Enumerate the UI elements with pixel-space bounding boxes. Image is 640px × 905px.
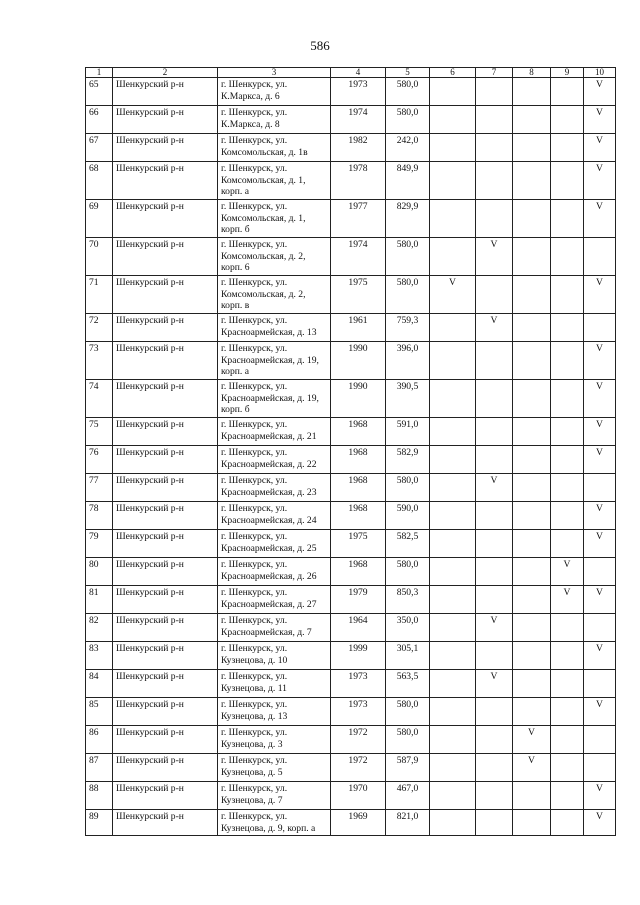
- column-number-row: [86, 68, 616, 78]
- mark-cell-6: [430, 614, 476, 642]
- district-cell: Шенкурский р-н: [113, 698, 218, 726]
- column-header: 4: [331, 68, 386, 78]
- mark-cell-6: [430, 446, 476, 474]
- mark-cell-9: [551, 162, 584, 200]
- district-cell: Шенкурский р-н: [113, 238, 218, 276]
- mark-cell-9: [551, 698, 584, 726]
- area-cell: 829,9: [386, 200, 430, 238]
- area-cell: 821,0: [386, 810, 430, 836]
- mark-cell-9: [551, 342, 584, 380]
- year-built-cell: 1968: [331, 418, 386, 446]
- column-header: 10: [584, 68, 616, 78]
- mark-cell-10: V: [584, 586, 616, 614]
- table-row: [86, 754, 616, 782]
- year-built-cell: 1970: [331, 782, 386, 810]
- mark-cell-6: [430, 782, 476, 810]
- row-number-cell: 78: [86, 502, 113, 530]
- mark-cell-10: V: [584, 502, 616, 530]
- year-built-cell: 1972: [331, 726, 386, 754]
- address-cell: г. Шенкурск, ул. Красноармейская, д. 25: [218, 530, 331, 558]
- mark-cell-8: [513, 614, 551, 642]
- mark-cell-9: [551, 502, 584, 530]
- district-cell: Шенкурский р-н: [113, 78, 218, 106]
- year-built-cell: 1982: [331, 134, 386, 162]
- mark-cell-7: [476, 530, 513, 558]
- mark-cell-9: [551, 276, 584, 314]
- mark-cell-7: V: [476, 614, 513, 642]
- table-body: [86, 78, 616, 836]
- address-cell: г. Шенкурск, ул. Кузнецова, д. 9, корп. а: [218, 810, 331, 836]
- district-cell: Шенкурский р-н: [113, 162, 218, 200]
- mark-cell-6: [430, 726, 476, 754]
- row-number-cell: 74: [86, 380, 113, 418]
- mark-cell-9: [551, 238, 584, 276]
- mark-cell-9: [551, 134, 584, 162]
- address-cell: г. Шенкурск, ул. Красноармейская, д. 22: [218, 446, 331, 474]
- district-cell: Шенкурский р-н: [113, 418, 218, 446]
- mark-cell-6: [430, 698, 476, 726]
- mark-cell-7: [476, 380, 513, 418]
- mark-cell-7: V: [476, 670, 513, 698]
- mark-cell-10: V: [584, 276, 616, 314]
- mark-cell-8: V: [513, 726, 551, 754]
- mark-cell-10: [584, 614, 616, 642]
- district-cell: Шенкурский р-н: [113, 474, 218, 502]
- mark-cell-8: [513, 502, 551, 530]
- year-built-cell: 1974: [331, 106, 386, 134]
- address-cell: г. Шенкурск, ул. Кузнецова, д. 13: [218, 698, 331, 726]
- address-cell: г. Шенкурск, ул. К.Маркса, д. 8: [218, 106, 331, 134]
- year-built-cell: 1964: [331, 614, 386, 642]
- row-number-cell: 80: [86, 558, 113, 586]
- mark-cell-6: [430, 530, 476, 558]
- table-row: [86, 106, 616, 134]
- year-built-cell: 1969: [331, 810, 386, 836]
- mark-cell-7: [476, 754, 513, 782]
- year-built-cell: 1978: [331, 162, 386, 200]
- year-built-cell: 1977: [331, 200, 386, 238]
- district-cell: Шенкурский р-н: [113, 106, 218, 134]
- mark-cell-9: [551, 106, 584, 134]
- area-cell: 587,9: [386, 754, 430, 782]
- mark-cell-6: [430, 418, 476, 446]
- mark-cell-10: [584, 314, 616, 342]
- area-cell: 467,0: [386, 782, 430, 810]
- mark-cell-9: V: [551, 586, 584, 614]
- area-cell: 390,5: [386, 380, 430, 418]
- district-cell: Шенкурский р-н: [113, 314, 218, 342]
- mark-cell-6: [430, 342, 476, 380]
- address-cell: г. Шенкурск, ул. Красноармейская, д. 21: [218, 418, 331, 446]
- column-header: 6: [430, 68, 476, 78]
- year-built-cell: 1999: [331, 642, 386, 670]
- mark-cell-8: [513, 418, 551, 446]
- district-cell: Шенкурский р-н: [113, 810, 218, 836]
- address-cell: г. Шенкурск, ул. Кузнецова, д. 10: [218, 642, 331, 670]
- mark-cell-7: [476, 418, 513, 446]
- mark-cell-7: [476, 276, 513, 314]
- district-cell: Шенкурский р-н: [113, 342, 218, 380]
- mark-cell-8: [513, 530, 551, 558]
- address-cell: г. Шенкурск, ул. Кузнецова, д. 3: [218, 726, 331, 754]
- district-cell: Шенкурский р-н: [113, 586, 218, 614]
- district-cell: Шенкурский р-н: [113, 754, 218, 782]
- table-row: [86, 670, 616, 698]
- mark-cell-6: [430, 558, 476, 586]
- address-cell: г. Шенкурск, ул. Красноармейская, д. 24: [218, 502, 331, 530]
- mark-cell-10: [584, 754, 616, 782]
- year-built-cell: 1974: [331, 238, 386, 276]
- row-number-cell: 85: [86, 698, 113, 726]
- mark-cell-9: [551, 78, 584, 106]
- table-row: [86, 614, 616, 642]
- area-cell: 580,0: [386, 106, 430, 134]
- table-row: [86, 586, 616, 614]
- address-cell: г. Шенкурск, ул. Комсомольская, д. 1, корп. б: [218, 200, 331, 238]
- mark-cell-7: [476, 446, 513, 474]
- mark-cell-9: [551, 670, 584, 698]
- area-cell: 582,9: [386, 446, 430, 474]
- table-row: [86, 78, 616, 106]
- mark-cell-8: [513, 446, 551, 474]
- mark-cell-6: V: [430, 276, 476, 314]
- mark-cell-8: [513, 670, 551, 698]
- mark-cell-8: [513, 78, 551, 106]
- mark-cell-7: [476, 698, 513, 726]
- district-cell: Шенкурский р-н: [113, 530, 218, 558]
- area-cell: 580,0: [386, 726, 430, 754]
- mark-cell-9: [551, 418, 584, 446]
- table-row: [86, 446, 616, 474]
- mark-cell-9: [551, 726, 584, 754]
- mark-cell-6: [430, 134, 476, 162]
- district-cell: Шенкурский р-н: [113, 726, 218, 754]
- mark-cell-7: [476, 78, 513, 106]
- page-number: 586: [310, 38, 330, 53]
- row-number-cell: 88: [86, 782, 113, 810]
- district-cell: Шенкурский р-н: [113, 446, 218, 474]
- area-cell: 590,0: [386, 502, 430, 530]
- table-row: [86, 474, 616, 502]
- mark-cell-6: [430, 670, 476, 698]
- mark-cell-7: [476, 342, 513, 380]
- table-row: [86, 162, 616, 200]
- mark-cell-7: [476, 782, 513, 810]
- mark-cell-7: [476, 558, 513, 586]
- row-number-cell: 79: [86, 530, 113, 558]
- year-built-cell: 1975: [331, 276, 386, 314]
- district-cell: Шенкурский р-н: [113, 380, 218, 418]
- mark-cell-9: [551, 614, 584, 642]
- table-row: [86, 530, 616, 558]
- area-cell: 580,0: [386, 474, 430, 502]
- district-cell: Шенкурский р-н: [113, 642, 218, 670]
- mark-cell-7: [476, 134, 513, 162]
- mark-cell-8: [513, 782, 551, 810]
- table-row: [86, 380, 616, 418]
- mark-cell-10: [584, 670, 616, 698]
- row-number-cell: 84: [86, 670, 113, 698]
- mark-cell-6: [430, 502, 476, 530]
- district-cell: Шенкурский р-н: [113, 558, 218, 586]
- mark-cell-10: [584, 238, 616, 276]
- row-number-cell: 66: [86, 106, 113, 134]
- mark-cell-9: [551, 810, 584, 836]
- year-built-cell: 1975: [331, 530, 386, 558]
- mark-cell-7: V: [476, 474, 513, 502]
- area-cell: 759,3: [386, 314, 430, 342]
- mark-cell-10: V: [584, 446, 616, 474]
- mark-cell-8: [513, 276, 551, 314]
- address-cell: г. Шенкурск, ул. Красноармейская, д. 26: [218, 558, 331, 586]
- mark-cell-10: V: [584, 642, 616, 670]
- year-built-cell: 1968: [331, 502, 386, 530]
- mark-cell-6: [430, 238, 476, 276]
- year-built-cell: 1973: [331, 698, 386, 726]
- column-header: 8: [513, 68, 551, 78]
- year-built-cell: 1973: [331, 670, 386, 698]
- district-cell: Шенкурский р-н: [113, 200, 218, 238]
- table-row: [86, 200, 616, 238]
- column-header: 9: [551, 68, 584, 78]
- area-cell: 582,5: [386, 530, 430, 558]
- address-cell: г. Шенкурск, ул. Кузнецова, д. 7: [218, 782, 331, 810]
- table-row: [86, 698, 616, 726]
- column-header: 5: [386, 68, 430, 78]
- table-row: [86, 642, 616, 670]
- mark-cell-7: V: [476, 314, 513, 342]
- mark-cell-9: [551, 642, 584, 670]
- district-cell: Шенкурский р-н: [113, 670, 218, 698]
- table-row: [86, 238, 616, 276]
- mark-cell-9: [551, 380, 584, 418]
- address-cell: г. Шенкурск, ул. Красноармейская, д. 7: [218, 614, 331, 642]
- district-cell: Шенкурский р-н: [113, 782, 218, 810]
- mark-cell-7: [476, 200, 513, 238]
- area-cell: 305,1: [386, 642, 430, 670]
- row-number-cell: 76: [86, 446, 113, 474]
- address-cell: г. Шенкурск, ул. Кузнецова, д. 5: [218, 754, 331, 782]
- address-cell: г. Шенкурск, ул. Комсомольская, д. 1в: [218, 134, 331, 162]
- mark-cell-6: [430, 314, 476, 342]
- year-built-cell: 1979: [331, 586, 386, 614]
- district-cell: Шенкурский р-н: [113, 614, 218, 642]
- row-number-cell: 65: [86, 78, 113, 106]
- address-cell: г. Шенкурск, ул. Красноармейская, д. 19, корп. а: [218, 342, 331, 380]
- mark-cell-9: [551, 754, 584, 782]
- mark-cell-10: V: [584, 342, 616, 380]
- table-row: [86, 726, 616, 754]
- mark-cell-7: [476, 162, 513, 200]
- address-cell: г. Шенкурск, ул. Красноармейская, д. 27: [218, 586, 331, 614]
- address-cell: г. Шенкурск, ул. Кузнецова, д. 11: [218, 670, 331, 698]
- mark-cell-10: V: [584, 200, 616, 238]
- area-cell: 350,0: [386, 614, 430, 642]
- mark-cell-10: V: [584, 530, 616, 558]
- mark-cell-8: [513, 810, 551, 836]
- mark-cell-6: [430, 200, 476, 238]
- mark-cell-8: [513, 698, 551, 726]
- row-number-cell: 72: [86, 314, 113, 342]
- mark-cell-6: [430, 810, 476, 836]
- area-cell: 580,0: [386, 558, 430, 586]
- mark-cell-7: [476, 726, 513, 754]
- area-cell: 580,0: [386, 78, 430, 106]
- mark-cell-7: [476, 642, 513, 670]
- mark-cell-10: [584, 474, 616, 502]
- row-number-cell: 77: [86, 474, 113, 502]
- row-number-cell: 83: [86, 642, 113, 670]
- mark-cell-8: [513, 558, 551, 586]
- mark-cell-8: [513, 586, 551, 614]
- year-built-cell: 1972: [331, 754, 386, 782]
- row-number-cell: 75: [86, 418, 113, 446]
- mark-cell-6: [430, 106, 476, 134]
- row-number-cell: 87: [86, 754, 113, 782]
- address-cell: г. Шенкурск, ул. Красноармейская, д. 19, корп. б: [218, 380, 331, 418]
- column-header: 3: [218, 68, 331, 78]
- mark-cell-8: [513, 642, 551, 670]
- mark-cell-10: V: [584, 134, 616, 162]
- mark-cell-10: V: [584, 106, 616, 134]
- row-number-cell: 86: [86, 726, 113, 754]
- area-cell: 591,0: [386, 418, 430, 446]
- row-number-cell: 73: [86, 342, 113, 380]
- year-built-cell: 1973: [331, 78, 386, 106]
- address-cell: г. Шенкурск, ул. К.Маркса, д. 6: [218, 78, 331, 106]
- table-row: [86, 314, 616, 342]
- area-cell: 849,9: [386, 162, 430, 200]
- mark-cell-10: V: [584, 162, 616, 200]
- district-cell: Шенкурский р-н: [113, 134, 218, 162]
- district-cell: Шенкурский р-н: [113, 276, 218, 314]
- table-row: [86, 558, 616, 586]
- mark-cell-10: V: [584, 78, 616, 106]
- mark-cell-8: [513, 380, 551, 418]
- mark-cell-8: [513, 200, 551, 238]
- mark-cell-9: [551, 782, 584, 810]
- row-number-cell: 69: [86, 200, 113, 238]
- address-cell: г. Шенкурск, ул. Комсомольская, д. 1, корп. а: [218, 162, 331, 200]
- mark-cell-7: V: [476, 238, 513, 276]
- address-cell: г. Шенкурск, ул. Красноармейская, д. 13: [218, 314, 331, 342]
- mark-cell-10: V: [584, 418, 616, 446]
- row-number-cell: 81: [86, 586, 113, 614]
- row-number-cell: 71: [86, 276, 113, 314]
- table-row: [86, 276, 616, 314]
- mark-cell-7: [476, 502, 513, 530]
- table-row: [86, 782, 616, 810]
- mark-cell-6: [430, 754, 476, 782]
- year-built-cell: 1968: [331, 558, 386, 586]
- mark-cell-7: [476, 586, 513, 614]
- table-row: [86, 342, 616, 380]
- area-cell: 850,3: [386, 586, 430, 614]
- mark-cell-8: [513, 342, 551, 380]
- area-cell: 396,0: [386, 342, 430, 380]
- mark-cell-6: [430, 78, 476, 106]
- mark-cell-9: [551, 474, 584, 502]
- mark-cell-8: [513, 134, 551, 162]
- mark-cell-6: [430, 586, 476, 614]
- address-cell: г. Шенкурск, ул. Комсомольская, д. 2, корп. в: [218, 276, 331, 314]
- table-row: [86, 418, 616, 446]
- area-cell: 242,0: [386, 134, 430, 162]
- mark-cell-8: V: [513, 754, 551, 782]
- mark-cell-10: V: [584, 380, 616, 418]
- area-cell: 563,5: [386, 670, 430, 698]
- mark-cell-10: V: [584, 698, 616, 726]
- column-header: 2: [113, 68, 218, 78]
- table-row: [86, 810, 616, 836]
- mark-cell-10: [584, 726, 616, 754]
- year-built-cell: 1968: [331, 474, 386, 502]
- mark-cell-8: [513, 474, 551, 502]
- mark-cell-9: [551, 446, 584, 474]
- year-built-cell: 1961: [331, 314, 386, 342]
- mark-cell-10: V: [584, 782, 616, 810]
- year-built-cell: 1990: [331, 380, 386, 418]
- row-number-cell: 67: [86, 134, 113, 162]
- table-row: [86, 134, 616, 162]
- mark-cell-10: V: [584, 810, 616, 836]
- mark-cell-6: [430, 474, 476, 502]
- row-number-cell: 89: [86, 810, 113, 836]
- year-built-cell: 1990: [331, 342, 386, 380]
- district-cell: Шенкурский р-н: [113, 502, 218, 530]
- mark-cell-9: [551, 314, 584, 342]
- table-row: [86, 502, 616, 530]
- mark-cell-6: [430, 380, 476, 418]
- mark-cell-7: [476, 810, 513, 836]
- row-number-cell: 82: [86, 614, 113, 642]
- mark-cell-9: [551, 530, 584, 558]
- mark-cell-8: [513, 162, 551, 200]
- mark-cell-9: V: [551, 558, 584, 586]
- column-header: 1: [86, 68, 113, 78]
- mark-cell-6: [430, 162, 476, 200]
- mark-cell-7: [476, 106, 513, 134]
- address-cell: г. Шенкурск, ул. Красноармейская, д. 23: [218, 474, 331, 502]
- mark-cell-9: [551, 200, 584, 238]
- year-built-cell: 1968: [331, 446, 386, 474]
- area-cell: 580,0: [386, 238, 430, 276]
- address-cell: г. Шенкурск, ул. Комсомольская, д. 2, корп. 6: [218, 238, 331, 276]
- area-cell: 580,0: [386, 276, 430, 314]
- column-header: 7: [476, 68, 513, 78]
- housing-registry-table: [85, 67, 616, 836]
- area-cell: 580,0: [386, 698, 430, 726]
- mark-cell-8: [513, 238, 551, 276]
- row-number-cell: 68: [86, 162, 113, 200]
- mark-cell-8: [513, 106, 551, 134]
- mark-cell-8: [513, 314, 551, 342]
- mark-cell-6: [430, 642, 476, 670]
- row-number-cell: 70: [86, 238, 113, 276]
- mark-cell-10: [584, 558, 616, 586]
